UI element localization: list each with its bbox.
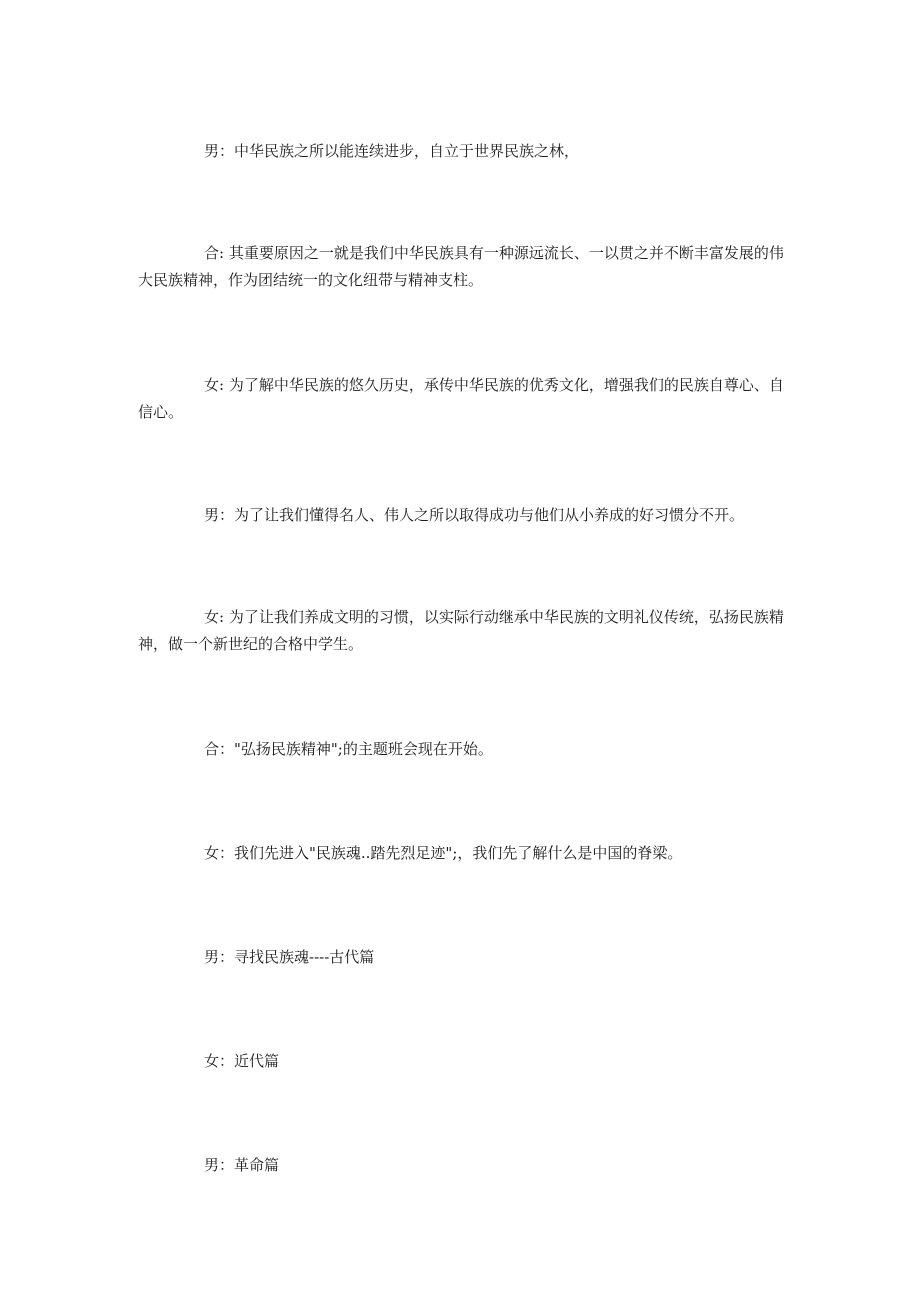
paragraph-5: 女: 为了让我们养成文明的习惯，以实际行动继承中华民族的文明礼仪传统，弘扬民族精神，做一个新世纪的合格中学生。 <box>138 608 784 653</box>
paragraph-2: 合: 其重要原因之一就是我们中华民族具有一种源远流长、一以贯之并不断丰富发展的伟大民族精神，作为团结统一的文化纽带与精神支柱。 <box>138 244 784 289</box>
paragraph-1: 男：中华民族之所以能连续进步，自立于世界民族之林， <box>204 142 580 160</box>
paragraph-7: 女：我们先进入"民族魂..踏先烈足迹";，我们先了解什么是中国的脊梁。 <box>204 844 683 862</box>
paragraph-6: 合："弘扬民族精神";的主题班会现在开始。 <box>204 740 493 758</box>
paragraph-8: 男：寻找民族魂----古代篇 <box>204 948 375 966</box>
paragraph-9: 女：近代篇 <box>204 1052 280 1070</box>
paragraph-10: 男：革命篇 <box>204 1156 280 1174</box>
paragraph-3: 女: 为了解中华民族的悠久历史，承传中华民族的优秀文化，增强我们的民族自尊心、自信心。 <box>138 376 784 421</box>
paragraph-4: 男：为了让我们懂得名人、伟人之所以取得成功与他们从小养成的好习惯分不开。 <box>204 506 745 524</box>
